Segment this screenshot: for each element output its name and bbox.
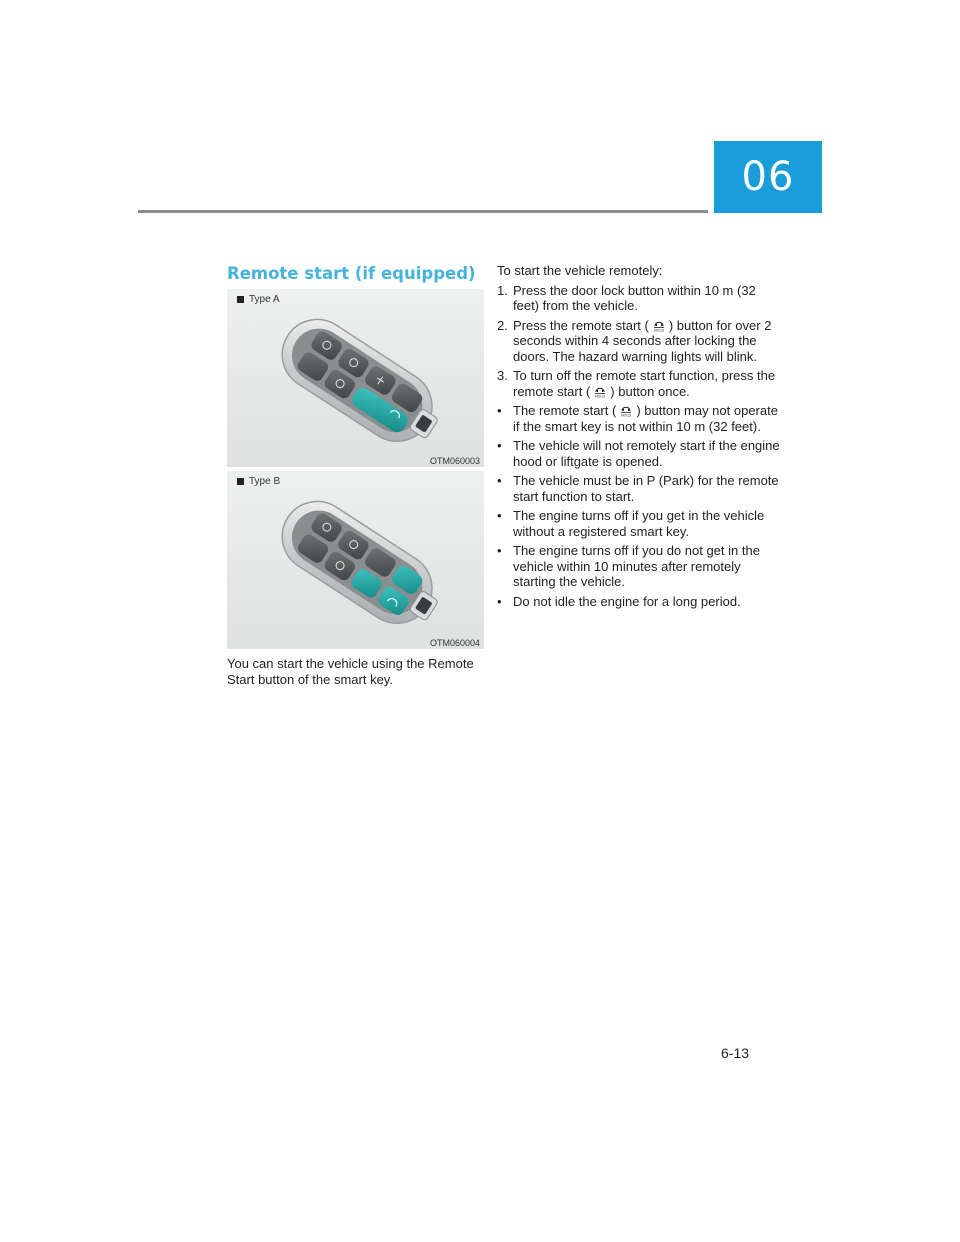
bullet-mark: • xyxy=(497,593,502,609)
bullet-text-before: The remote start ( xyxy=(513,403,617,418)
step-text-before: Press the remote start ( xyxy=(513,317,649,333)
figure-code-b: OTM060004 xyxy=(429,638,480,648)
remote-start-hold-icon xyxy=(650,318,668,332)
intro-paragraph: You can start the vehicle using the Remote Start button of the smart key. xyxy=(227,656,474,687)
step-text-after: ) button for over 2 seconds within 4 seconds after locking the doors. The hazard warning lights will blink. xyxy=(513,317,772,364)
figure-label-a xyxy=(237,294,280,305)
bullet-text-after: ) button may not operate if the smart key is not within 10 m (32 feet). xyxy=(513,403,778,434)
figure-label-text: Type B xyxy=(249,476,281,487)
step-number: 1. xyxy=(497,282,508,298)
bullet-mark: • xyxy=(497,508,502,523)
smart-key-type-a-illustration xyxy=(227,289,484,467)
step-number: 3. xyxy=(497,368,508,383)
figure-label-b xyxy=(237,476,280,487)
step-text xyxy=(513,368,782,399)
chapter-number: 06 xyxy=(741,154,795,200)
bullet-text: The vehicle must be in P (Park) for the remote start function to start. xyxy=(513,473,779,504)
bullet-text: The vehicle will not remotely start if the engine hood or liftgate is opened. xyxy=(513,438,780,469)
instructions-intro: To start the vehicle remotely: xyxy=(497,263,663,278)
remote-start-hold-icon xyxy=(591,384,609,398)
bullet-text xyxy=(513,403,782,434)
figure-code-a: OTM060003 xyxy=(429,456,480,466)
bullet-text: Do not idle the engine for a long period. xyxy=(513,593,741,609)
bullet-mark: • xyxy=(497,403,502,418)
step-text: Press the door lock button within 10 m (32 feet) from the vehicle. xyxy=(513,282,756,313)
remote-start-hold-icon xyxy=(617,403,635,417)
bullet-mark: • xyxy=(497,473,502,488)
step-number: 2. xyxy=(497,317,508,333)
step-text xyxy=(513,318,782,365)
bullet-item xyxy=(497,543,782,590)
header-rule xyxy=(138,210,708,213)
figure-label-text: Type A xyxy=(249,294,280,305)
page-number: 6-13 xyxy=(721,1045,750,1061)
step-text-before: To turn off the remote start function, press the remote start ( xyxy=(513,368,776,399)
figure-type-a xyxy=(227,289,484,467)
bullet-item xyxy=(497,403,782,434)
square-bullet-icon xyxy=(237,296,244,303)
bullet-text: The engine turns off if you get in the vehicle without a registered smart key. xyxy=(513,508,765,539)
bullet-mark: • xyxy=(497,543,502,558)
bullet-item xyxy=(497,594,782,610)
bullet-item xyxy=(497,438,782,469)
bullet-item xyxy=(497,473,782,504)
square-bullet-icon xyxy=(237,478,244,485)
bullet-item xyxy=(497,508,782,539)
chapter-tab xyxy=(714,141,822,213)
bullet-text: The engine turns off if you do not get in the vehicle within 10 minutes after remotely starting the vehicle. xyxy=(513,543,760,589)
step-text-after: ) button once. xyxy=(610,383,690,399)
step-item xyxy=(497,368,782,399)
figure-type-b xyxy=(227,471,484,649)
step-item xyxy=(497,283,782,314)
step-item xyxy=(497,318,782,365)
instructions-column xyxy=(497,263,782,613)
section-title: Remote start (if equipped) xyxy=(227,264,476,283)
smart-key-type-b-illustration xyxy=(227,471,484,649)
bullet-mark: • xyxy=(497,438,502,453)
